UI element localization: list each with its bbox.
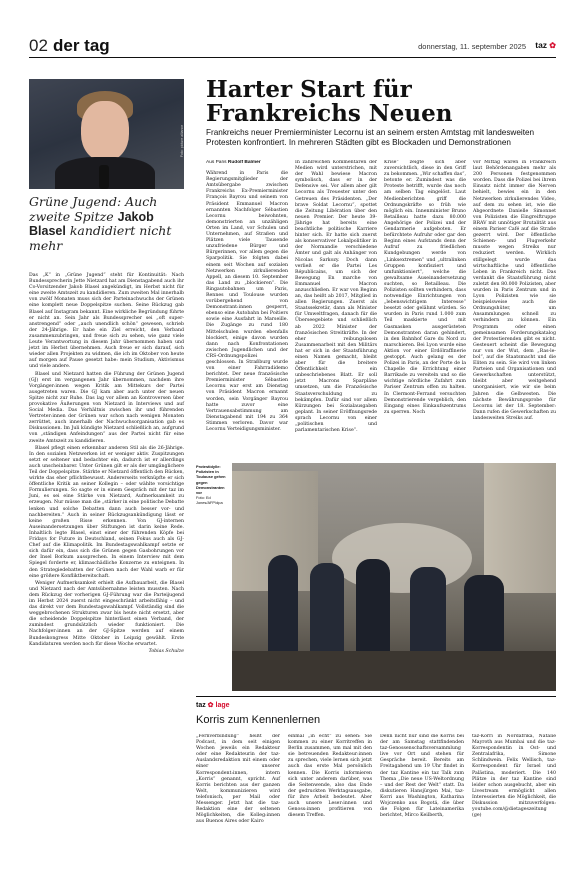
paw-icon: ✿ [205, 702, 216, 709]
portrait-author: Tobias Schulze [148, 648, 184, 654]
taz-logo: taz ✿ [535, 40, 556, 50]
photo-ground [232, 651, 556, 691]
lage-headline: Korris zum Kennenlernen [196, 714, 321, 726]
header-rule [29, 57, 556, 58]
photo-police-1 [268, 555, 298, 655]
page-header [29, 36, 556, 56]
main-photo [232, 463, 556, 691]
lage-paragraph: Denn nicht nur sind die Korris bei der am Samstag stattfindenden taz-Genossenschaftsversammlung live vor Ort und stehen für Gespräche bereit. Bereits am Freitagabend um 19 Uhr findet in der taz Kantine ein taz Talk zum Thema „Die neue US-Weltordnung – und der Rest der Welt“ statt. Da diskutieren Hansjürgen Mai, taz-Korri aus Washington, Katharina Wojczenko aus Bogotá, die über die Folgen für Lateinamerika berichtet, Mirco Keilberth, [380, 734, 464, 819]
portrait-body [29, 273, 184, 656]
page-number: 02 [29, 36, 48, 55]
main-column-2 [295, 160, 377, 435]
lage-label: taz ✿ lage [196, 702, 230, 709]
lage-body [196, 734, 556, 856]
main-paragraph: vor Mittag waren in Frankreich laut Behördenangaben mehr als 200 Personen festgenommen worden. Dass die Polizei bei ihrem Einsatz nicht immer die Nerven behielt, bewies ein in den Netzwerken zirkulierendes Video, auf dem zu sehen ist, wie die Abgeordnete Danielle Simonnet von Polizisten die Eingreiftruppe BRAV mit unnötiger Brutalität aus einem Pariser Café auf die Straße gezerrt wird. Der öffentliche Schienen- und Flugverkehr musste wegen Streiks nur reduziert werden. Wirklich stillgelegt wurde das wirtschaftliche und öffentliche Leben in Frankreich nicht. Das verdankt die Staatsführung nicht zuletzt den 80.000 Polizisten, aber wurden in Paris Zentrum und in Lyon Polizisten wie sie beispielsweise auch die Ordnungshüter, um Ansammlungen schnell zu verhindern zu können. Ein Programm oder einen gemeinsamen Forderungskatalog der Protestierenden gibt es nicht. Gesteuert scheint die Bewegung nur von der Wut, dem „Ras-le-bol“, auf die Staatsmacht und die Eliten zu sein. Sie wird von linken Parteien und Organisationen und Gewerkschaften unterstützt, bleibt aber weitgehend unorganisiert, wie wir sie beim Jahren die Gelbwesten. Die nächste Bewährungsprobe für Lecornu ist der 18. September: Dann rufen die Gewerkschaften zu landesweiten Streiks auf. [473, 160, 556, 421]
lage-column-4 [472, 734, 556, 820]
photo-police-4 [410, 567, 446, 659]
photo-police-3 [356, 559, 390, 659]
photo-caption [196, 464, 229, 506]
section-title: der tag [53, 36, 110, 55]
portrait-paragraph: Weniger Aufmerksamkeit erhielt die Aufbauarbeit, die Blasel und Nietzard nach der Amtsübernahme leisten mussten. Nach dem Rückzug der vorherigen GJ-Führung war die Parteijugend im Herbst 2024 zuerst nicht eingeschränkt arbeitsfähig – und das direkt vor dem Bundestagswahlkampf. Vollständig sind die weggebrochenen Strukturen zwar bis heute nicht ersetzt, aber die scheidende Doppelspitze hinterlässt einen Verband, der zumindest grundsätzlich wieder funktioniert. Die Nachfolger:innen an der GJ-Spitze werden auf einem Bundeskongress Mitte Oktober in Leipzig gewählt. Erste Kandidaturen werden noch für diese Woche erwartet. [29, 580, 184, 647]
portrait-paragraph: Blasel und Nietzard hatten die Führung der Grünen Jugend (GJ) erst im vergangenen Jahr übernommen, nachdem ihre Vorgänger:innen wegen Kritik am Mittekurs der Partei ausgetreten waren. Die GJ kam aber auch unter der neuen Spitze nicht zur Ruhe. Das lag vor allem an Kontroversen über provokative Äußerungen von Nietzard in Interviews und auf Social Media. Das Verhältnis zwischen ihr und führenden Vertreter:innen der Grünen war schon nach wenigen Monaten zerrüttet, auch innerhalb der Nachwuchsorganisation gab es Diskussionen. Im Juli kündigte Nietzard schließlich an, aufgrund von „ständigen Anfeindungen“ aus der Partei nicht für eine zweite Amtszeit zu kandidieren. [29, 371, 184, 444]
main-column-3 [384, 160, 466, 417]
photo-police-2 [310, 563, 344, 659]
main-subhead: Frankreichs neuer Premierminister Lecornu ist an seinem ersten Amtstag mit landesweiten Protesten konfrontiert. In mehreren Städten gibt es Blockaden und Demonstrationen [206, 128, 535, 148]
lage-column-1 [196, 734, 280, 826]
photo-smoke [332, 523, 472, 593]
portrait-paragraph: Blasel pflegt einen erkennbar anderen Stil als die 26-Jährige. In den sozialen Netzwerken ist er weniger aktiv. Zuspitzungen setzt er seltener und bedachter ein, dadurch ist er allerdings auch unscheinbarer. Unter Grünen gilt er als der umgänglichere Teil der Doppelspitze. Stärkte er Nietzard öffentlich den Rücken, wirkte das eher pflichtbewusst. Andererseits verknüpfte er sich öffentliche Kritik an seiner Kollegin – oder wählte vorsichtige Formulierungen. So sagte er in einem Gespräch mit der taz im Juni, es sei eine Stärke von Nietzard, Aufmerksamkeit zu erzeugen. Nur müsse man die „stärker in eine politische Debatte lenken und solche Debatten dann auch besser vor- und nachbereiten.“ Auch in seiner Rückzugsankündigung lässt er keine großen Risse erkennen. Von GJ-internen Auseinandersetzungen über Stiftungen ist darin keine Rede. Inhaltlich legte Blasel, einst einer der führenden Köpfe bei Fridays for Future in Deutschland, seinen Fokus auch als GJ-Chef auf die Klimapolitik. Im Bundestagswahlkampf setzte er sich dafür ein, dass sich die Grünen gegen Gasbohrungen vor der Insel Borkum aussprechen. In einem Interview mit dem Spiegel forderte er, klimaschädliche Konzerne zu enteignen. In den Strategiedebatten der Grünen nach der Wahl warb er für eine größere Konfliktbereitschaft. [29, 445, 185, 579]
main-body [206, 160, 556, 460]
main-paragraph: Krise“ zeigte sich aber zuversichtlich, diese in den Griff zu bekommen. „Wir schaffen das“, betonte er. Zumindest was die Proteste betrifft, wurde das noch am selben Tag eingelöst. Laut Medienberichten griff die Ordnungskräfte so früh wie möglich ein. Innenminister Bruno Retailleau hatte dazu 80.000 Angehörige der Polizei und der Gendarmerie aufgeboten. Er befürchtete Aufruhr oder gar den Beginn eines Aufstands denn der Aufruf zu friedlichen Kundgebungen werde von „Linksextremen“ und „ultralinken Gruppen konfisziert und umfunktioniert“, welche die gewaltsame Auseinandersetzung suchten, so Retailleau. Die Polizisten sollten verhindern, dass notwendige Einrichtungen von „lebenswichtigem Interesse“ besetzt oder gelähmt würden. So wurden in Paris rund 1.000 zum Teil maskierte und mit Gasmasken ausgerüsteten Demonstranten daran gehindert, in den Bahnhof Gare du Nord zu marschieren. Bei Lyon wurde eine Aktion vor einer Erdölraffinerie gestoppt. Auch gelang es der Polizei in Paris, an der Porte de la Chapelle die Errichtung einer Barrikade zu vereiteln und so die wichtige nördliche Zufahrt zum Pariser Zentrum offen zu halten. In Clermont-Ferrand versuchten Demonstrierende vergeblich, den Eingang eines Einkaufszentrums zu sperren. Noch [384, 160, 466, 415]
main-byline: Aus Paris Rudolf Balmer [206, 160, 261, 165]
main-paragraph: Während in Paris die Regierungsmitglieder der Amtsübergabe zwischen Frankreichs Ex-Premierminister François Bayrou und seinem von Präsident Emmanuel Macron ernannten Nachfolger Sébastien Lecornu beiwohnten, demonstrierten an unzähligen Orten im Land, vor Schulen und Unternehmen, auf Straßen und Plätzen viele Tausende unzufriedene Bürger und Bürgerinnen, vor allem gegen die Sparpolitik. Sie folgten dabei einem seit Wochen auf sozialen Netzwerken zirkulierenden Appell, an diesem 10. September das Land zu „blockieren“. Die Ringautobahnen um Paris, Rennes und Toulouse wurden vorübergehend von Demonstrant:innen gesperrt, ebenso eine Autobahn bei Poitiers sowie eine Ausfahrt in Marseille. Die Zugänge zu rund 180 Mittelschulen wurden ebenfalls blockiert, einige davon wurden dann nach Konfrontationen zwischen Jugendlichen und der CRS-Ordnungspolizei geschlossen. In Straßburg wurde von einer Fahrradidemo berichtet. Der neue französische Premierminister Sébastien Lecornu war erst am Dienstag von Präsident Macron ernannt worden, sein Vorgänger Bayrou hatte zuvor eine Vertrauensabstimmung am Dienstagabend mit 194 zu 364 Stimmen verloren. Davor war Lecornu Verteidigungsminister. [206, 171, 288, 433]
lage-column-2 [288, 734, 372, 820]
page-date: donnerstag, 11. september 2025 [418, 42, 526, 51]
portrait-paragraph: Das „K“ in „Grüne Jugend“ steht für Kontinuität: Nach Bundessprecherin Jette Nietzard hat am Dienstagabend auch ihr Co-Vorsitzender Jakob Blasel angekündigt, im Herbst nicht für eine zweite Amtszeit zu kandidieren. Zum zweiten Mal innerhalb von zwölf Monaten muss sich der Parteinachwuchs der Grünen eine komplett neue Doppelspitze suchen. Seine Rückzug gab Blasel auf Instagram bekannt. Eine wirkliche Begründung führte er nicht an. Sein Jahr als Bundessprecher sei „oft super-anstrengend“ oder „auch unendlich schön“ gewesen, schrieb der 24-Jährige. Er habe ein Ziel erreicht, den Verband zusammenzubringen, und freue sich zu sehen, wie ganz viele Leute Verantwortung in diesem Jahr übernommen haben und jetzt im Herbst übernehmen. Auch freue er sich darauf, sich wieder allen Projekten zu widmen, die ich im Oktober von heute auf morgen auf Pause gesetzt habe: mein Studium, Aktivismus und viele andere. [29, 273, 184, 370]
photo-credit: Foto: Ed Jones/AFP/dpa [196, 495, 223, 506]
lage-column-3 [380, 734, 464, 820]
portrait-face [81, 101, 129, 161]
photo-building-right [484, 463, 556, 593]
lage-paragraph: „Fernverbindung“ heißt der Podcast, in dem seit einigen Wochen jeweils ein Redakteur oder eine Redakteurin der taz-Auslandsredaktion mit einem oder einer unserer Korrespondent:innen, intern „Korris“ genannt, spricht. Auf Korris berichten aus der ganzen Welt, kommunizieren wird telefonisch, per Mail oder Messenger. Jetzt hat die taz-Redaktion eine der seltenen Möglichkeiten, die Kolleg:innen aus Buenos Aires oder Kairo [196, 734, 280, 825]
portrait-section [29, 75, 184, 855]
portrait-photo [29, 79, 184, 189]
lage-paragraph: taz-Korri in Nordafrika, Natalie Mayroth aus Mumbai und die taz-Korrespondentin in Ost- und Zentralafrika, Simone Schlindwein. Felix Wellisch, taz-Korrespondent für Israel und Palästina, moderiert. Die 140 Plätze in der taz Kantine sind leider schon ausgebucht, aber ein Livestream ermöglicht allen Interessierten die Möglichkeit, die Diskussion mitzuverfolgen: youtube.com/@dietageszeitung (ge) [472, 734, 556, 819]
lage-paragraph: einmal „in echt“ zu sehen: Sie kommen zu einer Korritreffen in Berlin zusammen, um mal mit den sie betreuenden Redakteur:innen zu sprechen, viele lernen sich jetzt auch das erste Mal persönlich kennen. Die Korris informieren sich unter anderem darüber, was die Seitenwende, also das Ende der gedruckten Werktagsausgabe, für ihre Arbeit bedeutet. Aber auch unsere Leser:innen und Genoss:innen profitieren von diesem Treffen. [288, 734, 372, 819]
lage-rule [196, 696, 556, 697]
portrait-headline-name: Jakob Blasel [29, 209, 154, 238]
main-column-4 [473, 160, 556, 423]
paw-icon: ✿ [547, 41, 556, 50]
main-column-1 [206, 160, 288, 434]
main-paragraph: In zahlreichen Kommentaren der Medien wird unterstrichen, mit der Wahl bewiese Macron symbolisch, dass er in der Defensive sei. Vor allem aber gilt Lecornu als Treuester unter den Getreuen des Präsidenten. „Der brave Soldat Lecornu“, spottet die Zeitung Libération über den neuen Premier. Der heute 39-Jährige hat bereits eine beachtliche politische Karriere hinter sich. Er hatte sich zuerst als konservativer Lokalpolitiker in der Normandie verschiedene Ämter und galt als Anhänger von Nicolas Sarkozy. Doch dann verließ er die Partei Les Républicains, um sich der Bewegung En marche von Emmanuel Macron anzuschließen. Er war von Beginn an, das heißt ab 2017, Mitglied in allen Regierungen. Zuerst als Staatssekretär, dann als Minister für Umweltfragen, danach für die Überseegebiete und schließlich ab 2022 Minister der französischen Streitkräfte. In der eher reibungslosen Zusammenarbeit mit den Militärs hat er sich in der Staatsführung einen Namen gemacht, bleibt aber für die breitere Öffentlichkeit ein unbeschriebenes Blatt. Er soll jetzt Macrons Sparpläne umsetzen, um die Französische Staatsverschuldung zu bekämpfen. Dafür sind vor allem Kürzungen bei Sozialausgaben geplant. In seiner Eröffnungsrede sprach Lecornu von einer „politischen und parlamentarischen Krise“. [295, 160, 377, 434]
portrait-microphone [99, 165, 109, 189]
portrait-photo-credit: Foto: picture alliance [179, 124, 184, 158]
photo-caption-text: Protestidylle: Polizisten in Toulouse gehen gegen Demonstranten vor [196, 464, 226, 496]
portrait-headline: Grüne Jugend: Auch zweite Spitze Jakob Blasel kandidiert nicht mehr [29, 194, 172, 253]
main-headline: Harter Start für Frankreichs Neuen [206, 76, 453, 127]
